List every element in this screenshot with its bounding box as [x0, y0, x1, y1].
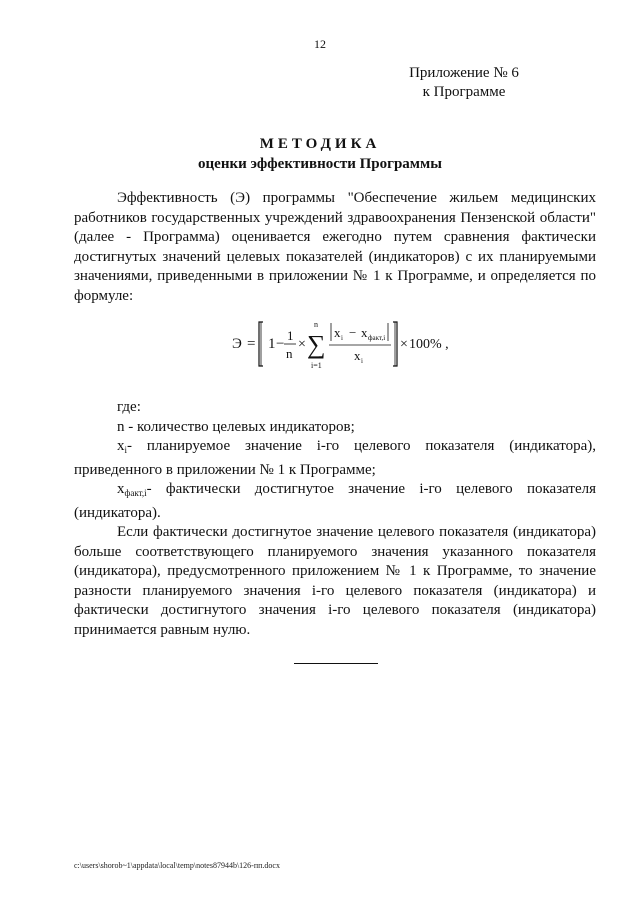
formula-times2: × [400, 337, 408, 352]
formula-sum-top: n [314, 320, 318, 329]
def-xf-text: - фактически достигнутое значение i-го целевого показателя (индикатора). [74, 481, 596, 521]
formula-sum-icon: ∑ [307, 330, 326, 359]
definition-xi [74, 437, 596, 480]
def-xi-sub: i [124, 445, 128, 455]
definition-xfact [74, 480, 596, 523]
page-number: 12 [314, 37, 326, 51]
intro-paragraph: Эффективность (Э) программы "Обеспечение жильем медицинских работников государственных учреждений здравоохранения Пензенской области" (далее - Программа) оценивается ежегодно путем сравнения фактически достигнутых значений целевых показателей (индикаторов) с их планируемыми значениями, приведенными в приложении № 1 к Программе, и определяется по формуле: [74, 190, 596, 304]
efficiency-formula [230, 318, 470, 370]
rule-paragraph: Если фактически достигнутое значение целевого показателя (индикатора) больше соответствующего планируемого значения указанного показателя (индикатора), предусмотренного приложением № 1 к Программе, то значение разности планируемого значения i-го целевого показателя (индикатора) и фактически достигнутого значения i-го целевого показателя (индикатора) принимается равным нулю. [74, 524, 596, 638]
formula-abs-minus: − [349, 325, 357, 340]
def-xi-var: x [117, 438, 125, 454]
formula-one: 1 [268, 336, 276, 352]
document-subtitle: оценки эффективности Программы [198, 156, 442, 172]
appendix-heading [404, 64, 524, 102]
formula-den-i: i [361, 357, 363, 365]
formula-times: × [298, 337, 306, 352]
footer-file-path: c:\users\shorob~1\appdata\local\temp\notes87944b\126-пп.docx [74, 861, 280, 870]
formula-den-x: x [354, 348, 361, 363]
formula-frac-num: 1 [287, 328, 294, 343]
end-divider [294, 663, 378, 664]
formula-abs-xf: x [361, 325, 368, 340]
formula-abs-i: i [341, 334, 343, 342]
formula-abs-x: x [334, 325, 341, 340]
formula-frac-den: n [286, 346, 293, 361]
definition-n: n - количество целевых индикаторов; [117, 418, 355, 435]
formula-eq: = [247, 336, 256, 352]
formula-percent: 100% , [409, 337, 449, 352]
def-xi-text: - планируемое значение i-го целевого показателя (индикатора), приведенного в приложении № 1 к Программе; [74, 438, 596, 478]
where-label: где: [117, 399, 141, 415]
def-xf-sub: факт,i [124, 488, 147, 498]
formula-sum-bottom: i=1 [311, 361, 322, 370]
document-title: МЕТОДИКА [259, 136, 381, 152]
formula-minus: − [276, 336, 285, 352]
formula-abs-fsub: факт,i [368, 334, 386, 342]
definitions-block [74, 398, 596, 640]
appendix-line2: к Программе [422, 84, 506, 100]
appendix-line1: Приложение № 6 [409, 65, 519, 81]
formula-lhs: Э [232, 336, 242, 352]
def-xf-var: x [117, 481, 125, 497]
